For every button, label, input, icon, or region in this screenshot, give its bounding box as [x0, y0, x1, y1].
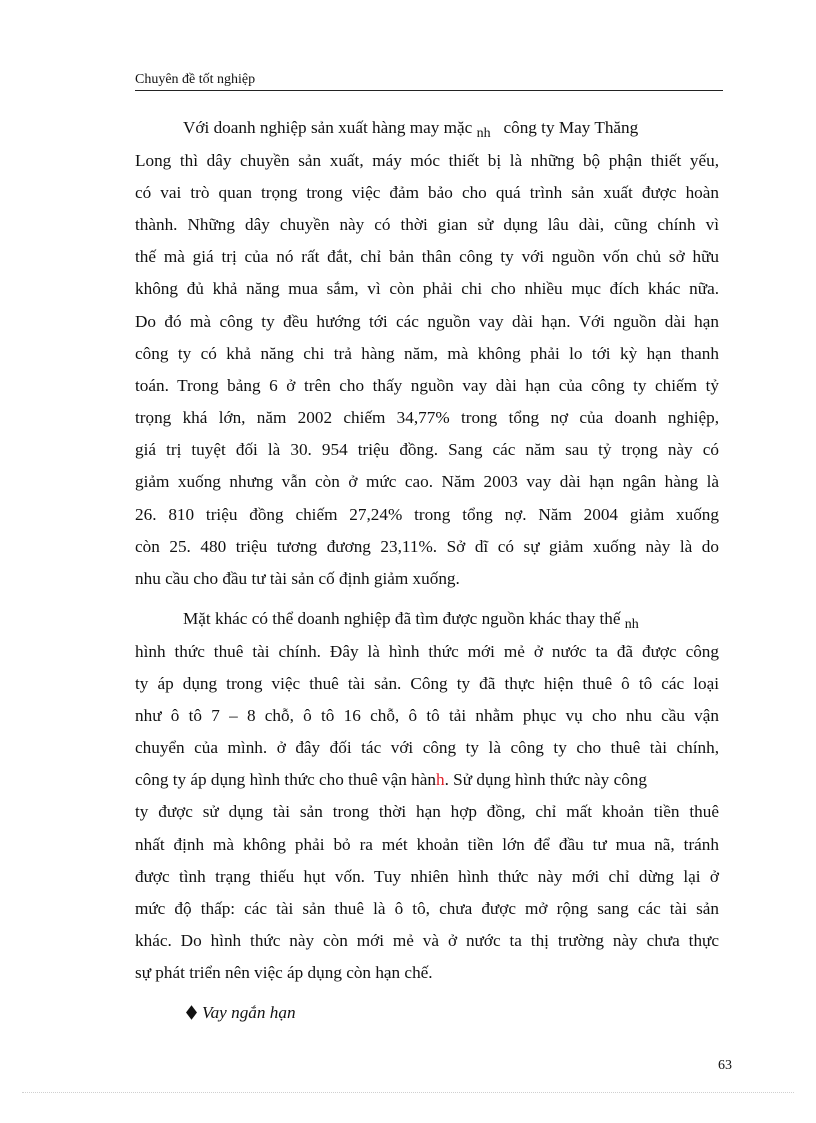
text-line: chuyển của mình. ở đây đối tác với công ty là công ty cho thuê tài chính,: [135, 738, 719, 757]
text-line: nhu cầu cho đầu tư tài sản cố định giảm xuống.: [135, 569, 460, 588]
text-line: toán. Trong bảng 6 ở trên cho thấy nguồn vay dài hạn của công ty chiếm tỷ: [135, 376, 719, 395]
header-title: Chuyên đề tốt nghiệp: [135, 72, 256, 87]
page-bottom-divider: [22, 1092, 794, 1093]
text-line: công ty áp dụng hình thức cho thuê vận hành. Sử dụng hình thức này công: [135, 770, 647, 789]
subscript-fragment: nh: [624, 617, 639, 632]
text-line: 26. 810 triệu đồng chiếm 27,24% trong tổng nợ. Năm 2004 giảm xuống: [135, 505, 719, 524]
subscript-fragment: nh: [476, 126, 491, 141]
text-line: giảm xuống nhưng vẫn còn ở mức cao. Năm 2003 vay dài hạn ngân hàng là: [135, 472, 719, 491]
text-line: Long thì dây chuyền sản xuất, máy móc thiết bị là những bộ phận thiết yếu,: [135, 151, 719, 170]
text-line: Với doanh nghiệp sản xuất hàng may mặc $_{nh}$ công ty May Thăng: [183, 118, 639, 141]
text-line: như ô tô 7 – 8 chỗ, ô tô 16 chỗ, ô tô tải nhằm phục vụ cho nhu cầu vận: [135, 706, 719, 725]
text-line: không đủ khả năng mua sắm, vì còn phải chi cho nhiều mục đích khác nữa.: [135, 279, 719, 298]
bullet-diamond-icon: [186, 1005, 197, 1020]
subheading-text: Vay ngắn hạn: [202, 1003, 296, 1022]
text-line: Do đó mà công ty đều hướng tới các nguồn vay dài hạn. Với nguồn dài hạn: [135, 312, 719, 331]
text-line: giá trị tuyệt đối là 30. 954 triệu đồng. Sang các năm sau tỷ trọng này có: [135, 440, 719, 459]
text-line: ty áp dụng trong việc thuê tài sản. Công ty đã thực hiện thuê ô tô các loại: [135, 674, 719, 693]
page-number: 63: [718, 1058, 732, 1073]
text-line: sự phát triển nên việc áp dụng còn hạn chế.: [135, 963, 433, 982]
text-line: nhất định mà không phải bỏ ra mét khoản tiền lớn để đầu tư mua nã, tránh: [135, 835, 719, 854]
text-line: ty được sử dụng tài sản trong thời hạn hợp đồng, chỉ mất khoản tiền thuê: [135, 802, 719, 821]
text-line: khác. Do hình thức này còn mới mẻ và ở nước ta thị trường này chưa thực: [135, 931, 719, 950]
text-line: thành. Những dây chuyền này có thời gian sử dụng lâu dài, cũng chính vì: [135, 215, 719, 234]
text-line: còn 25. 480 triệu tương đương 23,11%. Sở dĩ có sự giảm xuống này là do: [135, 537, 719, 556]
highlighted-char: h: [435, 770, 445, 789]
text-line: có vai trò quan trọng trong việc đảm bảo cho quá trình sản xuất được hoàn: [135, 183, 719, 202]
subheading: [187, 1002, 296, 1024]
text-line: được tình trạng thiếu hụt vốn. Tuy nhiên hình thức này mới chỉ dừng lại ở: [135, 867, 719, 886]
text-line: công ty có khả năng chi trả hàng năm, mà không phải lo tới kỳ hạn thanh: [135, 344, 719, 363]
text-line: thế mà giá trị của nó rất đắt, chỉ bản thân công ty với nguồn vốn chủ sở hữu: [135, 247, 719, 266]
text-line: Mặt khác có thể doanh nghiệp đã tìm được nguồn khác thay thế $_{nh}$: [183, 609, 639, 632]
text-line: hình thức thuê tài chính. Đây là hình thức mới mẻ ở nước ta đã được công: [135, 642, 719, 661]
text-line: trọng khá lớn, năm 2002 chiếm 34,77% trong tổng nợ của doanh nghiệp,: [135, 408, 719, 427]
header-divider: [135, 90, 723, 91]
text-line: mức độ thấp: các tài sản thuê là ô tô, chưa được mở rộng sang các tài sản: [135, 899, 719, 918]
